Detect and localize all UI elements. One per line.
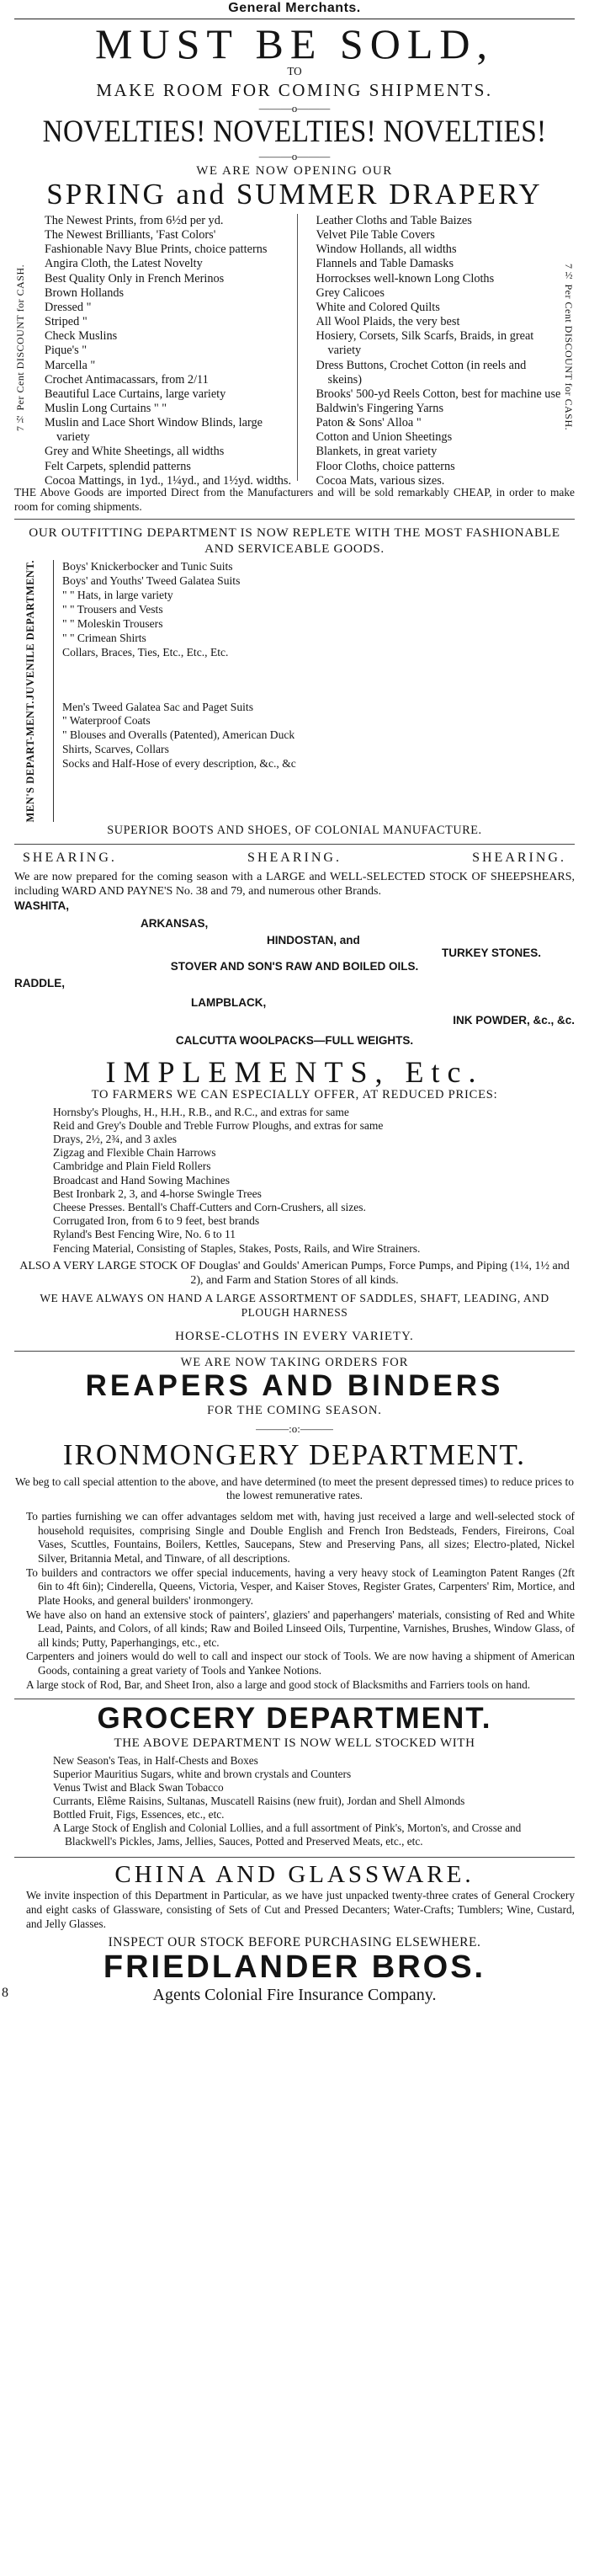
ironmongery-paragraph: We have also on hand an extensive stock of painters', glaziers' and paperhangers' materials, consisting of Red and White Lead, Paints, and Colors, of all kinds; Raw and Boiled Linseed Oils, Turpentine, Varnishes, Brushes, Window Glass, of all kinds; Putty, Paperhangings, etc., etc. (26, 1608, 575, 1649)
grocery-item: Bottled Fruit, Figs, Essences, etc., etc. (53, 1808, 225, 1821)
implement-item: Drays, 2½, 2¾, and 3 axles (53, 1133, 177, 1146)
drapery-item: Grey and White Sheetings, all widths (45, 445, 225, 459)
saddles-text: WE HAVE ALWAYS ON HAND A LARGE ASSORTMENT OF SADDLES, SHAFT, LEADING, AND PLOUGH HARNESS (40, 1291, 549, 1319)
drapery-item: Striped " (45, 315, 88, 329)
discount-note-left: 7½ Per Cent DISCOUNT for CASH. (14, 264, 26, 431)
divider (14, 1351, 575, 1352)
drapery-item: Fashionable Navy Blue Prints, choice patterns (45, 243, 268, 257)
ironmongery-paragraph: To parties furnishing we can offer advantages seldom met with, having just received a large and well-selected stock of household requisites, comprising Single and Double English and French Iron Bedsteads, Fenders, Fireirons, Coal Vases, Scuttles, Fountains, Boilers, Kettles, Saucepans, Stew and Preserving Pans, all sizes; Electro-plated, Nickel Silver, Britannia Metal, and Tinware, of all descriptions. (26, 1510, 575, 1565)
ironmongery-paragraphs (14, 1510, 575, 1692)
drapery-title: SPRING and SUMMER DRAPERY (46, 178, 543, 211)
headline-to: TO (287, 65, 302, 77)
drapery-item: Check Muslins (45, 329, 118, 344)
drapery-item: All Wool Plaids, the very best (316, 315, 460, 329)
implement-item: Reid and Grey's Double and Treble Furrow Ploughs, and extras for same (53, 1118, 384, 1132)
separator: ———o——— (258, 101, 331, 115)
firm-name: FRIEDLANDER BROS. (103, 1949, 486, 1985)
drapery-item: Velvet Pile Table Covers (316, 228, 435, 243)
ironmongery-paragraph: To builders and contractors we offer special inducements, having a very heavy stock of Leamington Patent Ranges (2ft 6in to 4ft 6in); Cinderella, Queens, Victoria, Vesper, and Kaiser Stoves, Register Grates, Carpenters' Rim, Mortice, and Plate Hooks, and general builders' ironmongery. (26, 1565, 575, 1607)
mens-item: Socks and Half-Hose of every description, &c., &c (62, 757, 296, 771)
coming-season: FOR THE COMING SEASON. (207, 1403, 382, 1417)
implements-items (14, 1106, 575, 1256)
shearing-word: SHEARING. (247, 850, 342, 865)
implement-item: Best Ironbark 2, 3, and 4-horse Swingle Trees (53, 1187, 262, 1200)
drapery-item: Brooks' 500-yd Reels Cotton, best for machine use (316, 387, 561, 401)
page-header: General Merchants. (228, 1, 361, 15)
juvenile-label: JUVENILE DEPARTMENT. (24, 560, 36, 701)
grocery-intro: THE ABOVE DEPARTMENT IS NOW WELL STOCKED WITH (114, 1736, 475, 1750)
novelties-heading: NOVELTIES! NOVELTIES! NOVELTIES! (42, 114, 547, 149)
orders-line: WE ARE NOW TAKING ORDERS FOR (180, 1356, 409, 1370)
mens-item: " Blouses and Overalls (Patented), American Duck (62, 728, 295, 742)
drapery-item: Dress Buttons, Crochet Cotton (in reels and skeins) (316, 358, 527, 387)
drapery-item: Baldwin's Fingering Yarns (316, 401, 444, 415)
imported-note: THE Above Goods are imported Direct from the Manufacturers and will be sold remarkably CHEAP, in order to make room for coming shipments. (14, 485, 575, 513)
mens-items (53, 701, 296, 822)
mens-section (24, 701, 575, 822)
implements-intro: TO FARMERS WE CAN ESPECIALLY OFFER, AT REDUCED PRICES: (91, 1087, 498, 1101)
drapery-item: Flannels and Table Damasks (316, 257, 454, 271)
grocery-item: A Large Stock of English and Colonial Lollies, and a full assortment of Pink's, Morton's, and Crosse and Blackwell's Pickles, Jams, Jellies, Sauces, Potted and Preserved Meats, etc., etc. (53, 1821, 522, 1848)
drapery-item: Blankets, in great variety (316, 445, 438, 459)
drapery-item: Felt Carpets, splendid patterns (45, 459, 191, 473)
drapery-item: Angira Cloth, the Latest Novelty (45, 257, 203, 271)
page-number: 8 (2, 1985, 8, 2000)
shearing-heading (14, 850, 575, 867)
drapery-item: Paton & Sons' Alloa " (316, 416, 422, 430)
drapery-item: Beautiful Lace Curtains, large variety (45, 387, 226, 401)
inspect-line: INSPECT OUR STOCK BEFORE PURCHASING ELSEWHERE. (108, 1935, 481, 1950)
shearing-text: We are now prepared for the coming season with a LARGE and WELL-SELECTED STOCK OF SHEEPSHEARS, including WARD AND PAYNE'S No. 38 and 79, and numerous other Brands. (14, 870, 575, 899)
divider (14, 844, 575, 845)
outfitting-heading: OUR OUTFITTING DEPARTMENT IS NOW REPLETE WITH THE MOST FASHIONABLE AND SERVICEABLE GOODS. (29, 525, 560, 557)
separator: ———:o:——— (256, 1422, 333, 1436)
juvenile-item: " " Moleskin Trousers (62, 617, 163, 631)
drapery-item: Leather Cloths and Table Baizes (316, 213, 472, 227)
drapery-item: Grey Calicoes (316, 285, 385, 300)
drapery-item: The Newest Prints, from 6½d per yd. (45, 213, 224, 227)
grocery-item: Currants, Elême Raisins, Sultanas, Muscatell Raisins (new fruit), Jordan and Shell Almonds (53, 1795, 465, 1808)
implement-item: Corrugated Iron, from 6 to 9 feet, best brands (53, 1214, 260, 1228)
mens-label: MEN'S DEPART-MENT. (24, 700, 36, 822)
grocery-item: Superior Mauritius Sugars, white and brown crystals and Counters (53, 1768, 352, 1781)
reapers-title: REAPERS AND BINDERS (85, 1369, 504, 1403)
implement-item: Cheese Presses. Bentall's Chaff-Cutters and Corn-Crushers, all sizes. (53, 1201, 366, 1214)
mens-item: Shirts, Scarves, Collars (62, 743, 169, 756)
headline-make-room: MAKE ROOM FOR COMING SHIPMENTS. (96, 79, 493, 100)
juvenile-item: " " Hats, in large variety (62, 589, 173, 602)
implements-title: IMPLEMENTS, Etc. (105, 1054, 484, 1089)
implement-item: Ryland's Best Fencing Wire, No. 6 to 11 (53, 1228, 236, 1241)
grocery-items (14, 1754, 575, 1848)
ironmongery-title: IRONMONGERY DEPARTMENT. (62, 1438, 527, 1472)
agents-line: Agents Colonial Fire Insurance Company. (152, 1985, 437, 2004)
drapery-right-column (298, 213, 564, 488)
implement-item: Zigzag and Flexible Chain Harrows (53, 1146, 216, 1160)
drapery-item: Window Hollands, all widths (316, 243, 457, 257)
divider (14, 1857, 575, 1858)
drapery-item: Muslin Long Curtains " " (45, 401, 167, 415)
grocery-title: GROCERY DEPARTMENT. (97, 1702, 492, 1736)
china-text: We invite inspection of this Department in Particular, as we have just unpacked twenty-three crates of General Crockery and eight casks of Glassware, consisting of Sets of Cut and Pressed Decanters; Water-Crafts; Tumblers; Wine, Custard, and Jelly Glasses. (26, 1889, 575, 1930)
ironmongery-paragraph: Carpenters and joiners would do well to call and inspect our stock of Tools. We are now having a shipment of American Goods, containing a great variety of Tools and Yankee Notions. (26, 1650, 575, 1677)
drapery-item: Dressed " (45, 300, 92, 314)
juvenile-item: Boys' Knickerbocker and Tunic Suits (62, 560, 233, 573)
footer (2, 1985, 575, 2006)
implement-item: Fencing Material, Consisting of Staples, Stakes, Posts, Rails, and Wire Strainers. (53, 1241, 421, 1255)
drapery-item: Hosiery, Corsets, Silk Scarfs, Braids, in great variety (316, 329, 534, 358)
stones-list (14, 899, 575, 977)
grocery-item: New Season's Teas, in Half-Chests and Boxes (53, 1754, 258, 1768)
juvenile-item: " " Trousers and Vests (62, 603, 163, 616)
juvenile-item: Collars, Braces, Ties, Etc., Etc., Etc. (62, 646, 229, 659)
juvenile-items (53, 560, 240, 700)
opening-line: WE ARE NOW OPENING OUR (196, 164, 393, 179)
drapery-item: Muslin and Lace Short Window Blinds, large variety (45, 416, 263, 445)
shearing-word: SHEARING. (472, 850, 566, 865)
drapery-list (14, 213, 575, 488)
drapery-item: Pique's " (45, 344, 88, 358)
advertisement-page (2, 0, 575, 2006)
juvenile-item: " " Crimean Shirts (62, 632, 146, 645)
implement-item: Cambridge and Plain Field Rollers (53, 1160, 211, 1173)
ironmongery-paragraph: A large stock of Rod, Bar, and Sheet Iron, also a large and good stock of Blacksmiths and Farriers tools on hand. (26, 1677, 531, 1691)
raddle-list (14, 977, 575, 1032)
discount-note-right: 7½ Per Cent DISCOUNT for CASH. (563, 264, 575, 431)
pumps-text: ALSO A VERY LARGE STOCK OF Douglas' and Goulds' American Pumps, Force Pumps, and Piping (1¼, 1½ and 2), and Farm and Station Stores of all kinds. (19, 1259, 570, 1288)
drapery-left-column (26, 213, 298, 488)
headline-must-be-sold: MUST BE SOLD, (95, 20, 494, 67)
mens-item: " Waterproof Coats (62, 714, 151, 728)
drapery-item: The Newest Brilliants, 'Fast Colors' (45, 228, 216, 243)
boots-line: SUPERIOR BOOTS AND SHOES, OF COLONIAL MANUFACTURE. (107, 823, 482, 837)
stone-arkansas: ARKANSAS, (141, 916, 209, 930)
drapery-item: Cocoa Mattings, in 1yd., 1¼yd., and 1½yd. widths. (45, 473, 292, 488)
drapery-item: Cotton and Union Sheetings (316, 430, 453, 445)
drapery-item: Brown Hollands (45, 285, 125, 300)
stone-washita: WASHITA, (14, 899, 69, 912)
china-title: CHINA AND GLASSWARE. (114, 1861, 475, 1889)
mens-item: Men's Tweed Galatea Sac and Paget Suits (62, 700, 253, 713)
divider (14, 519, 575, 520)
drapery-item: Floor Cloths, choice patterns (316, 459, 455, 473)
horsecloths-line: HORSE-CLOTHS IN EVERY VARIETY. (175, 1329, 414, 1343)
stone-hindostan: HINDOSTAN, and (267, 934, 360, 947)
juvenile-section (24, 560, 575, 700)
drapery-item: Best Quality Only in French Merinos (45, 271, 225, 285)
ironmongery-intro: We beg to call special attention to the above, and have determined (to meet the present depressed times) to reduce prices to the lowest remunerative rates. (15, 1475, 574, 1502)
juvenile-item: Boys' and Youths' Tweed Galatea Suits (62, 574, 241, 588)
drapery-item: White and Colored Quilts (316, 300, 440, 314)
oils-line: STOVER AND SON'S RAW AND BOILED OILS. (170, 959, 419, 973)
stone-turkey: TURKEY STONES. (441, 946, 541, 959)
implement-item: Broadcast and Hand Sowing Machines (53, 1173, 230, 1187)
grocery-item: Venus Twist and Black Swan Tobacco (53, 1781, 224, 1795)
lampblack-item: LAMPBLACK, (191, 995, 267, 1009)
shearing-word: SHEARING. (23, 850, 117, 865)
raddle-item: RADDLE, (14, 976, 65, 989)
woolpacks-line: CALCUTTA WOOLPACKS—FULL WEIGHTS. (175, 1033, 414, 1047)
drapery-item: Crochet Antimacassars, from 2/11 (45, 372, 209, 387)
drapery-item: Horrockses well-known Long Cloths (316, 271, 495, 285)
drapery-item: Cocoa Mats, various sizes. (316, 473, 445, 488)
implement-item: Hornsby's Ploughs, H., H.H., R.B., and R.C., and extras for same (53, 1105, 349, 1118)
drapery-item: Marcella " (45, 358, 96, 372)
separator: ———o——— (258, 150, 331, 163)
ink-powder-item: INK POWDER, &c., &c. (453, 1013, 575, 1027)
